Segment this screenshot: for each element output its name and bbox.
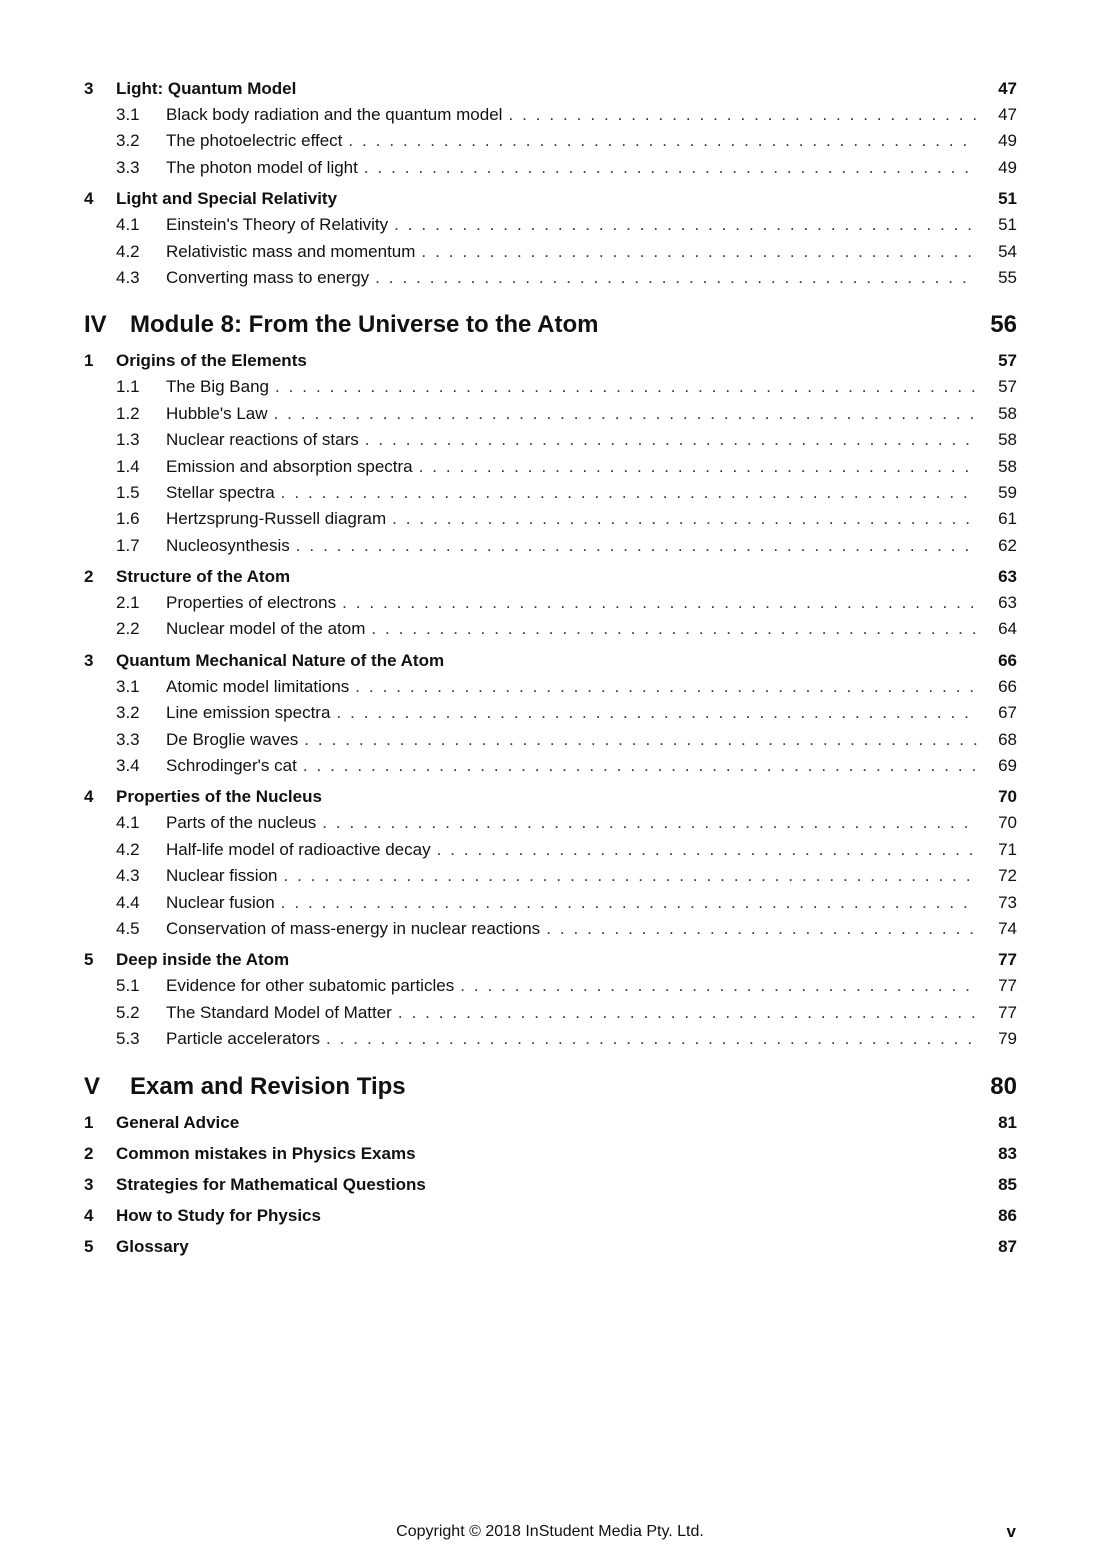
toc-entry-title: Stellar spectra [166,482,275,502]
toc-entry-page: 64 [998,619,1017,639]
toc-section[interactable] [84,674,1017,700]
toc-entry-page: 70 [998,813,1017,833]
toc-chapter[interactable] [84,784,1017,810]
toc-entry-number: 4.1 [116,813,140,833]
toc-entry-title: Common mistakes in Physics Exams [116,1143,416,1163]
toc-chapter[interactable] [84,1141,1017,1167]
toc-entry-page: 54 [998,241,1017,261]
toc-entry-number: 4 [84,787,94,807]
dot-leader [392,506,977,532]
toc-chapter[interactable] [84,1110,1017,1136]
toc-entry-title: Origins of the Elements [116,351,307,371]
toc-entry-number: 5.2 [116,1002,140,1022]
toc-section[interactable] [84,454,1017,480]
toc-entry-title: Conservation of mass-energy in nuclear reactions [166,918,541,938]
toc-entry-title: The Standard Model of Matter [166,1002,392,1022]
toc-entry-page: 58 [998,430,1017,450]
toc-entry-number: 2.1 [116,593,140,613]
toc-entry-number: 3.2 [116,703,140,723]
dot-leader [296,533,977,559]
toc-entry-page: 77 [998,976,1017,996]
toc-entry-title: Light and Special Relativity [116,189,338,209]
toc-entry-page: 69 [998,756,1017,776]
dot-leader [371,616,977,642]
toc-entry-page: 49 [998,157,1017,177]
toc-section[interactable] [84,265,1017,291]
toc-entry-title: Properties of the Nucleus [116,787,322,807]
toc-entry-title: Exam and Revision Tips [130,1072,406,1100]
dot-leader [303,753,977,779]
dot-leader [508,102,977,128]
toc-section[interactable] [84,374,1017,400]
toc-entry-number: 5 [84,950,94,970]
toc-entry-page: 71 [998,839,1017,859]
toc-entry-title: How to Study for Physics [116,1205,321,1225]
dot-leader [421,239,977,265]
toc-entry-page: 68 [998,729,1017,749]
toc-entry-number: 1.5 [116,482,140,502]
toc-entry-title: Einstein's Theory of Relativity [166,215,389,235]
dot-leader [336,700,977,726]
toc-entry-page: 73 [998,892,1017,912]
toc-entry-page: 49 [998,131,1017,151]
toc-entry-title: The photon model of light [166,157,358,177]
toc-entry-title: Structure of the Atom [116,567,291,587]
toc-entry-title: Nuclear fission [166,866,278,886]
toc-section[interactable] [84,480,1017,506]
toc-entry-number: 4.4 [116,892,140,912]
toc-entry-number: 1 [84,351,94,371]
table-of-contents [84,76,1017,1260]
toc-entry-page: 61 [998,509,1017,529]
toc-entry-title: Hubble's Law [166,403,268,423]
dot-leader [281,890,977,916]
toc-section[interactable] [84,1000,1017,1026]
toc-entry-title: Black body radiation and the quantum model [166,105,503,124]
dot-leader [419,454,977,480]
toc-section[interactable] [84,837,1017,863]
toc-entry-title: The photoelectric effect [166,131,343,151]
toc-entry-number: 2 [84,1143,94,1163]
toc-section[interactable] [84,239,1017,265]
dot-leader [281,480,977,506]
toc-entry-number: 2.2 [116,619,140,639]
toc-section[interactable] [84,102,1017,128]
toc-entry-page: 79 [998,1029,1017,1049]
toc-chapter[interactable] [84,564,1017,590]
dot-leader [274,401,977,427]
dot-leader [322,810,977,836]
toc-entry-number: 1.6 [116,509,140,529]
toc-entry-title: Light: Quantum Model [116,79,297,98]
toc-entry-page: 59 [998,482,1017,502]
toc-entry-title: Deep inside the Atom [116,950,290,970]
toc-part[interactable] [84,1069,1017,1105]
toc-entry-page: 63 [998,567,1017,587]
dot-leader [348,128,977,154]
toc-part[interactable] [84,307,1017,343]
toc-entry-number: 3.2 [116,131,140,151]
toc-entry-page: 58 [998,456,1017,476]
dot-leader [326,1026,977,1052]
toc-entry-page: 57 [998,351,1017,371]
toc-entry-page: 80 [990,1072,1017,1100]
toc-entry-page: 85 [998,1174,1017,1194]
toc-entry-number: 3.3 [116,729,140,749]
toc-section[interactable] [84,155,1017,181]
toc-entry-number: 3 [84,650,94,670]
toc-section[interactable] [84,916,1017,942]
toc-entry-title: Nuclear fusion [166,892,275,912]
toc-chapter[interactable] [84,76,1017,102]
toc-section[interactable] [84,973,1017,999]
dot-leader [375,265,977,291]
toc-entry-page: 55 [998,267,1017,287]
toc-entry-number: V [84,1072,101,1100]
toc-entry-title: De Broglie waves [166,729,299,749]
toc-entry-page: 67 [998,703,1017,723]
toc-entry-page: 70 [998,787,1017,807]
toc-entry-page: 57 [998,377,1017,397]
toc-entry-number: 1.7 [116,535,140,555]
toc-section[interactable] [84,1026,1017,1052]
toc-section[interactable] [84,890,1017,916]
toc-entry-page: 47 [998,105,1017,124]
toc-entry-page: 72 [998,866,1017,886]
toc-entry-number: 3 [84,79,94,98]
dot-leader [546,916,977,942]
toc-entry-page: 77 [998,1002,1017,1022]
dot-leader [365,427,977,453]
toc-entry-page: 87 [998,1236,1017,1256]
toc-entry-title: Quantum Mechanical Nature of the Atom [116,650,445,670]
toc-entry-title: Parts of the nucleus [166,813,317,833]
dot-leader [284,863,978,889]
toc-section[interactable] [84,727,1017,753]
toc-entry-title: Hertzsprung-Russell diagram [166,509,387,529]
dot-leader [275,374,977,400]
dot-leader [355,674,977,700]
toc-section[interactable] [84,863,1017,889]
toc-entry-page: 74 [998,918,1017,938]
toc-section[interactable] [84,590,1017,616]
dot-leader [304,727,977,753]
toc-entry-page: 77 [998,950,1017,970]
toc-entry-number: 3.1 [116,676,140,696]
toc-entry-title: Emission and absorption spectra [166,456,413,476]
toc-entry-number: 3 [84,1174,94,1194]
toc-chapter[interactable] [84,1172,1017,1198]
copyright-notice: Copyright © 2018 InStudent Media Pty. Ltd. [396,1523,704,1540]
toc-entry-title: General Advice [116,1112,240,1132]
toc-entry-page: 56 [990,311,1017,339]
toc-entry-title: The Big Bang [166,377,270,397]
page-number: v [1006,1522,1016,1541]
toc-entry-number: 4.1 [116,215,140,235]
toc-entry-number: 5.1 [116,976,140,996]
toc-entry-title: Nuclear reactions of stars [166,430,359,450]
toc-entry-title: Evidence for other subatomic particles [166,976,455,996]
toc-entry-page: 83 [998,1143,1017,1163]
toc-entry-page: 66 [998,650,1017,670]
toc-entry-number: 2 [84,567,94,587]
toc-entry-number: 4 [84,189,94,209]
dot-leader [460,973,977,999]
toc-entry-number: 4 [84,1205,94,1225]
dot-leader [364,155,977,181]
toc-entry-title: Nucleosynthesis [166,535,290,555]
toc-entry-title: Half-life model of radioactive decay [166,839,431,859]
dot-leader [437,837,977,863]
toc-entry-number: IV [84,311,107,339]
toc-entry-title: Particle accelerators [166,1029,321,1049]
toc-section[interactable] [84,700,1017,726]
toc-chapter[interactable] [84,1234,1017,1260]
toc-entry-number: 4.3 [116,267,140,287]
toc-entry-title: Module 8: From the Universe to the Atom [130,311,599,339]
toc-entry-number: 3.3 [116,157,140,177]
toc-entry-page: 63 [998,593,1017,613]
toc-section[interactable] [84,212,1017,238]
toc-entry-number: 4.2 [116,839,140,859]
toc-entry-number: 1 [84,1112,94,1132]
toc-entry-title: Relativistic mass and momentum [166,241,416,261]
toc-entry-page: 51 [998,189,1017,209]
toc-entry-number: 4.3 [116,866,140,886]
toc-section[interactable] [84,753,1017,779]
toc-entry-number: 4.5 [116,918,140,938]
toc-entry-number: 3.4 [116,756,140,776]
toc-entry-page: 62 [998,535,1017,555]
toc-entry-page: 58 [998,403,1017,423]
toc-entry-title: Nuclear model of the atom [166,619,366,639]
toc-entry-page: 81 [998,1112,1017,1132]
toc-entry-number: 4.2 [116,241,140,261]
toc-entry-number: 3.1 [116,105,140,124]
toc-section[interactable] [84,401,1017,427]
toc-entry-number: 5 [84,1236,94,1256]
page-footer [0,1520,1100,1546]
toc-section[interactable] [84,810,1017,836]
toc-section[interactable] [84,533,1017,559]
toc-entry-title: Schrodinger's cat [166,756,297,776]
toc-entry-number: 1.4 [116,456,140,476]
toc-entry-page: 47 [998,79,1017,98]
toc-chapter[interactable] [84,648,1017,674]
toc-entry-page: 66 [998,676,1017,696]
toc-section[interactable] [84,616,1017,642]
dot-leader [398,1000,977,1026]
toc-entry-number: 1.3 [116,430,140,450]
toc-entry-number: 5.3 [116,1029,140,1049]
toc-chapter[interactable] [84,1203,1017,1229]
toc-entry-title: Properties of electrons [166,593,337,613]
dot-leader [342,590,977,616]
toc-entry-title: Line emission spectra [166,703,331,723]
toc-entry-number: 1.1 [116,377,140,397]
toc-entry-title: Strategies for Mathematical Questions [116,1174,426,1194]
toc-entry-number: 1.2 [116,403,140,423]
toc-section[interactable] [84,128,1017,154]
dot-leader [394,212,977,238]
toc-chapter[interactable] [84,947,1017,973]
toc-chapter[interactable] [84,186,1017,212]
toc-entry-title: Converting mass to energy [166,267,370,287]
toc-section[interactable] [84,506,1017,532]
toc-section[interactable] [84,427,1017,453]
toc-entry-title: Glossary [116,1236,189,1256]
toc-entry-page: 86 [998,1205,1017,1225]
toc-chapter[interactable] [84,348,1017,374]
toc-entry-page: 51 [998,215,1017,235]
toc-entry-title: Atomic model limitations [166,676,350,696]
